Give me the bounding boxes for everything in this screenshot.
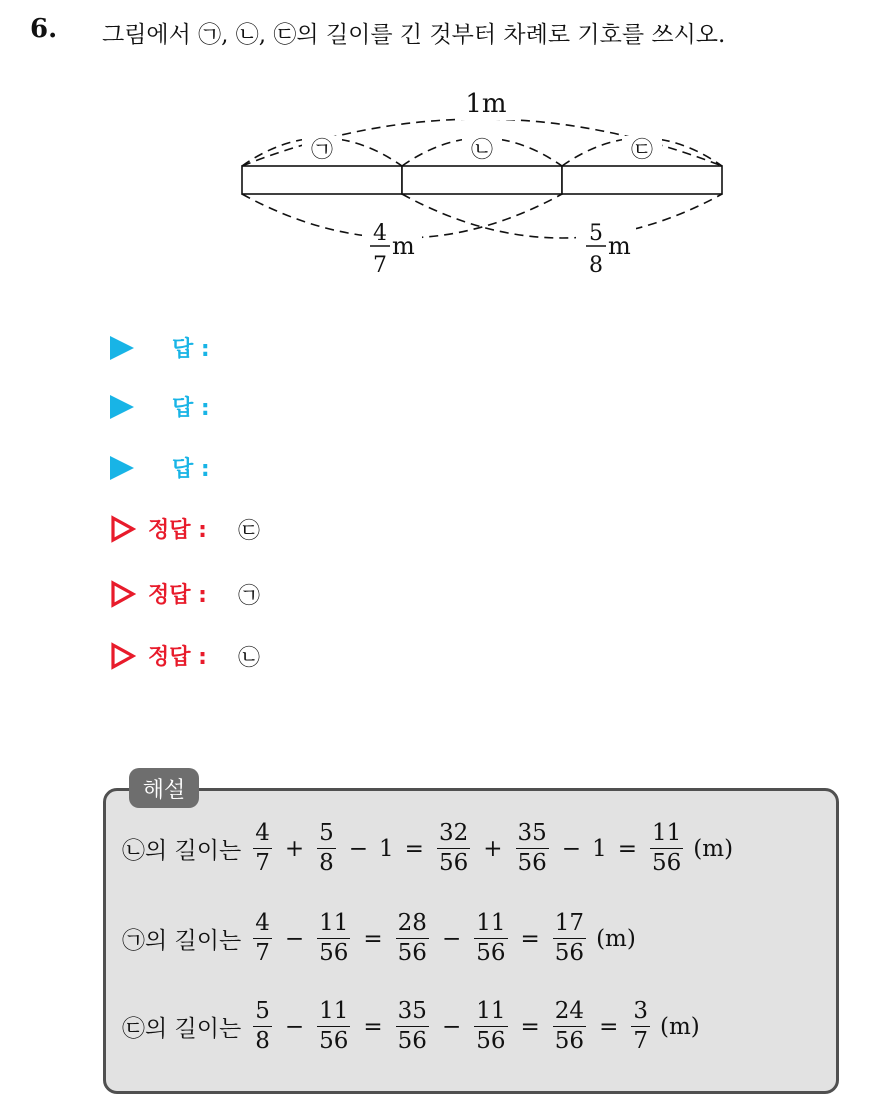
fraction-numerator: 4 [255, 820, 270, 846]
solution-row [110, 576, 261, 612]
play-triangle-icon [110, 395, 134, 419]
fraction [253, 912, 272, 965]
fraction-denominator: 7 [255, 940, 270, 966]
fraction-numerator: 28 [397, 910, 427, 936]
explanation-line [122, 912, 640, 965]
math-operator: = [617, 835, 637, 862]
total-length-label: 1m [465, 89, 507, 119]
fraction [396, 912, 429, 965]
fraction-denominator: 56 [397, 1028, 427, 1054]
math-operator: = [404, 835, 424, 862]
explanation-line [122, 822, 737, 875]
fraction-numerator: 17 [554, 910, 585, 936]
right-fraction-denominator: 8 [589, 253, 603, 278]
fraction [474, 912, 507, 965]
fraction-denominator: 56 [397, 940, 427, 966]
fraction-numerator: 4 [255, 910, 270, 936]
fraction [516, 822, 549, 875]
answer-row[interactable] [110, 389, 210, 425]
fraction-numerator: 3 [633, 998, 648, 1024]
fraction-numerator: 24 [554, 998, 585, 1024]
fraction [437, 822, 470, 875]
fraction [317, 822, 336, 875]
left-fraction-unit: m [392, 232, 415, 260]
solution-value: ㉡ [238, 646, 261, 671]
solution-row [110, 511, 261, 547]
explanation-prefix: ㉠의 길이는 [122, 928, 242, 954]
fraction [396, 1000, 429, 1053]
solution-row [110, 638, 261, 674]
math-operator: − [284, 1013, 305, 1040]
fraction-denominator: 56 [652, 850, 682, 876]
tape-diagram [230, 82, 750, 282]
segment-c-label: ㉢ [630, 138, 654, 163]
outline-triangle-icon [110, 580, 136, 608]
fraction-numerator: 32 [438, 820, 469, 846]
segment-b-label: ㉡ [470, 138, 494, 163]
fraction-denominator: 7 [633, 1028, 648, 1054]
segment-a-label: ㉠ [310, 138, 334, 163]
arc-right [402, 194, 722, 238]
fraction-denominator: 56 [476, 1028, 506, 1054]
tape-segment-b [402, 166, 562, 194]
fraction-denominator: 56 [319, 940, 349, 966]
solution-label: 정답 : [148, 583, 207, 608]
fraction-denominator: 7 [255, 850, 270, 876]
math-operator: − [441, 1013, 462, 1040]
fraction-denominator: 8 [255, 1028, 270, 1054]
explanation-prefix: ㉡의 길이는 [122, 838, 242, 864]
question-number: 6. [30, 14, 58, 44]
play-triangle-icon [110, 456, 134, 480]
math-term: (m) [693, 835, 734, 862]
fraction-denominator: 56 [319, 1028, 349, 1054]
math-term: (m) [660, 1013, 700, 1040]
math-operator: − [441, 925, 462, 952]
fraction-numerator: 5 [255, 998, 270, 1024]
outline-triangle-icon [110, 642, 136, 670]
solution-value: ㉢ [238, 519, 261, 544]
fraction [631, 1000, 650, 1053]
fraction [317, 912, 350, 965]
math-term: 1 [379, 835, 394, 862]
fraction-denominator: 56 [554, 1028, 585, 1054]
fraction [650, 822, 683, 875]
fraction-denominator: 56 [476, 940, 506, 966]
right-fraction-unit: m [608, 232, 631, 260]
math-operator: − [561, 835, 582, 862]
left-fraction-numerator: 4 [373, 221, 387, 246]
fraction-numerator: 35 [517, 820, 547, 846]
fraction [253, 1000, 272, 1053]
explanation-prefix: ㉢의 길이는 [122, 1016, 242, 1042]
fraction-numerator: 11 [476, 998, 506, 1024]
solution-value: ㉠ [238, 584, 261, 609]
fraction-denominator: 56 [517, 850, 547, 876]
fraction-numerator: 11 [476, 910, 506, 936]
math-term: 1 [592, 835, 607, 862]
fraction-denominator: 8 [319, 850, 334, 876]
fraction-numerator: 11 [652, 820, 682, 846]
question-text: 그림에서 ㉠, ㉡, ㉢의 길이를 긴 것부터 차례로 기호를 쓰시오. [102, 22, 726, 48]
answer-row[interactable] [110, 330, 210, 366]
fraction-numerator: 35 [397, 998, 427, 1024]
explanation-line [122, 1000, 704, 1053]
fraction-numerator: 5 [319, 820, 334, 846]
fraction-numerator: 11 [319, 998, 349, 1024]
play-triangle-icon [110, 336, 134, 360]
math-operator: = [363, 925, 383, 952]
answer-label: 답 : [172, 337, 210, 362]
fraction-numerator: 11 [319, 910, 349, 936]
solution-label: 정답 : [148, 518, 207, 543]
answer-label: 답 : [172, 457, 210, 482]
math-operator: = [363, 1013, 383, 1040]
tape-segment-c [562, 166, 722, 194]
math-operator: = [599, 1013, 619, 1040]
explanation-tab: 해설 [129, 768, 199, 808]
math-operator: − [348, 835, 369, 862]
math-operator: − [284, 925, 305, 952]
fraction-denominator: 56 [554, 940, 585, 966]
math-operator: = [520, 1013, 540, 1040]
math-term: (m) [596, 925, 636, 952]
fraction [553, 912, 586, 965]
solution-label: 정답 : [148, 645, 207, 670]
fraction [474, 1000, 507, 1053]
tape-segment-a [242, 166, 402, 194]
outline-triangle-icon [110, 515, 136, 543]
fraction [317, 1000, 350, 1053]
math-operator: + [284, 835, 305, 862]
fraction [553, 1000, 586, 1053]
fraction-denominator: 56 [438, 850, 469, 876]
fraction [253, 822, 272, 875]
left-fraction-denominator: 7 [373, 253, 387, 278]
answer-label: 답 : [172, 396, 210, 421]
math-operator: = [520, 925, 540, 952]
math-operator: + [483, 835, 503, 862]
right-fraction-numerator: 5 [589, 221, 603, 246]
answer-row[interactable] [110, 450, 210, 486]
